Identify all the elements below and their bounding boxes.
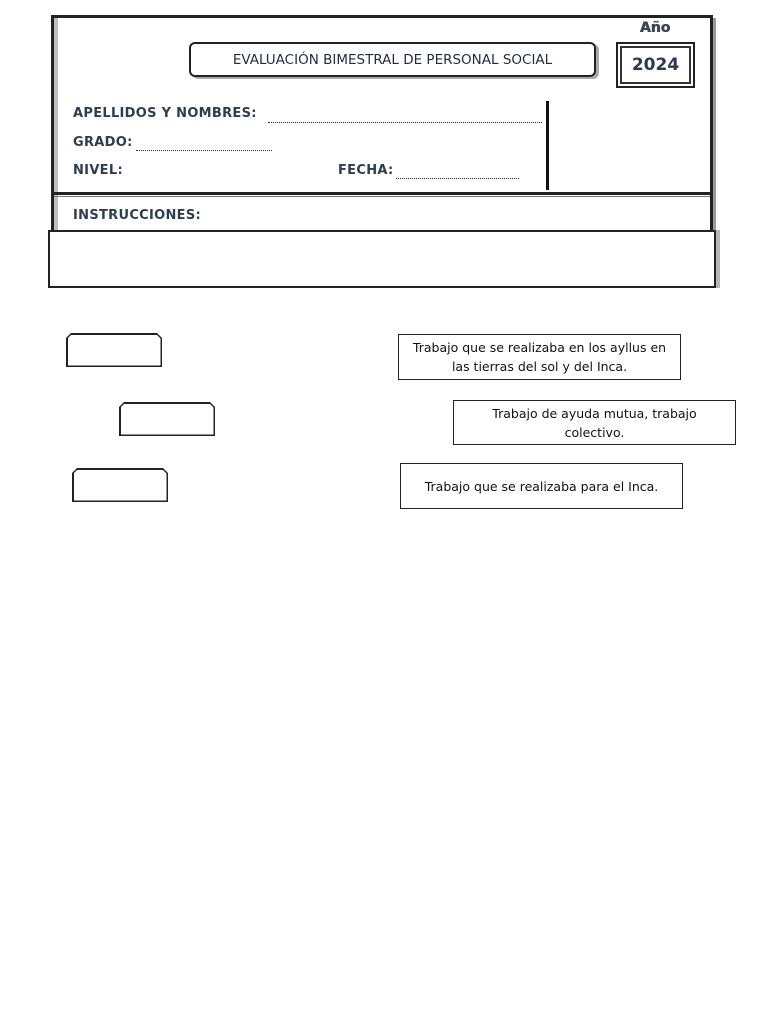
definition-box-3: Trabajo que se realizaba para el Inca. <box>400 463 683 509</box>
names-label: APELLIDOS Y NOMBRES: <box>73 106 257 121</box>
instructions-box-shadow <box>716 230 720 288</box>
horizontal-divider-inner <box>54 196 710 197</box>
answer-blank-1[interactable] <box>66 333 162 367</box>
definition-box-1: Trabajo que se realizaba en los ayllus en las tierras del sol y del Inca. <box>398 334 681 380</box>
year-label: Año <box>639 20 671 36</box>
date-label: FECHA: <box>338 163 394 178</box>
date-field[interactable] <box>396 178 519 179</box>
vertical-divider <box>546 101 549 190</box>
horizontal-divider <box>51 192 713 195</box>
grade-label: GRADO: <box>73 135 133 150</box>
level-label: NIVEL: <box>73 163 123 178</box>
grade-field[interactable] <box>136 150 272 151</box>
answer-blank-2[interactable] <box>119 402 215 436</box>
definition-box-2: Trabajo de ayuda mutua, trabajo colectivo. <box>453 400 736 445</box>
instructions-box <box>48 230 716 288</box>
exam-title: EVALUACIÓN BIMESTRAL DE PERSONAL SOCIAL <box>189 42 596 77</box>
answer-blank-3[interactable] <box>72 468 168 502</box>
year-value: 2024 <box>616 42 695 88</box>
names-field[interactable] <box>268 122 542 123</box>
instructions-label: INSTRUCCIONES: <box>73 208 202 223</box>
